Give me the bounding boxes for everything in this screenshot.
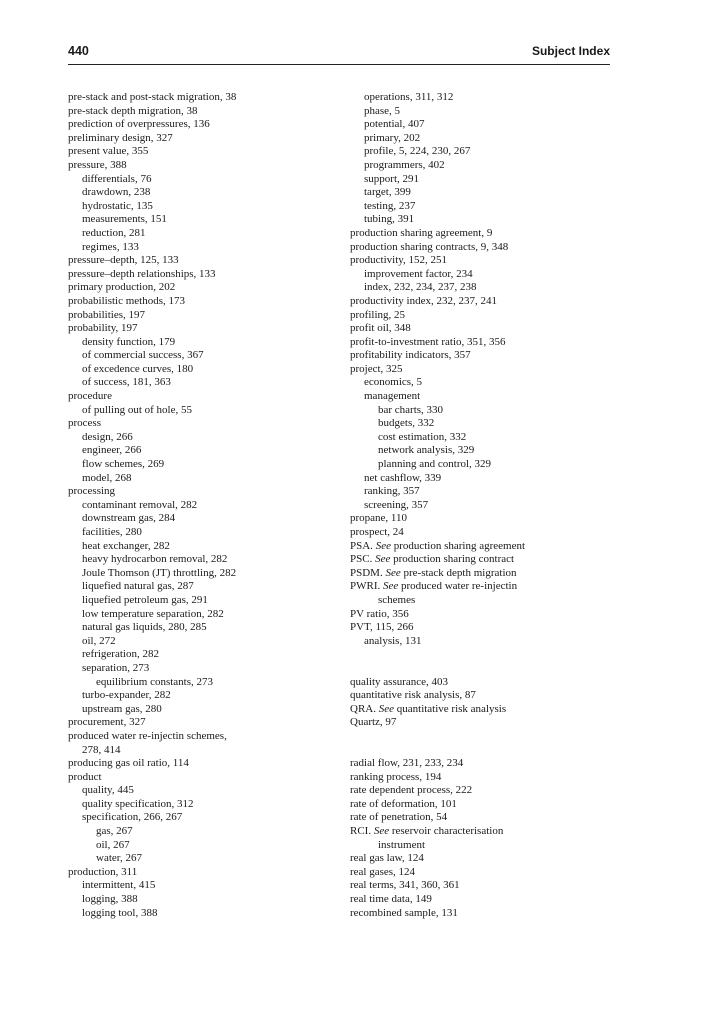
index-subentry: analysis, 131	[364, 634, 422, 647]
index-entry: profitability indicators, 357	[350, 349, 471, 362]
index-entry: procurement, 327	[68, 716, 146, 729]
index-entry: processing	[68, 485, 116, 498]
index-subentry: profile, 5, 224, 230, 267	[364, 145, 471, 158]
index-entry: present value, 355	[68, 145, 149, 158]
index-subentry: regimes, 133	[82, 240, 139, 253]
index-subentry: natural gas liquids, 280, 285	[82, 621, 207, 634]
index-subentry: heat exchanger, 282	[82, 539, 170, 552]
index-subentry: of excedence curves, 180	[82, 362, 194, 375]
index-entry	[350, 580, 620, 594]
index-subentry: equilibrium constants, 273	[96, 675, 214, 688]
index-abbreviation: RCI.	[350, 825, 374, 838]
header-rule	[68, 64, 610, 65]
index-entry: project, 325	[350, 362, 403, 375]
see-reference-label: See	[375, 539, 391, 552]
index-subentry: engineer, 266	[82, 444, 142, 457]
index-entry: primary production, 202	[68, 281, 176, 294]
index-entry: preliminary design, 327	[68, 131, 173, 144]
index-subentry: intermittent, 415	[82, 879, 156, 892]
index-entry: production, 311	[68, 865, 138, 878]
index-subentry: water, 267	[96, 852, 142, 865]
index-entry: profit oil, 348	[350, 322, 411, 335]
index-subentry: operations, 311, 312	[364, 91, 454, 103]
index-entry: prospect, 24	[350, 526, 404, 538]
index-entry: real time data, 149	[350, 893, 432, 906]
index-subentry: ranking, 357	[364, 485, 420, 498]
index-entry: production sharing agreement, 9	[350, 226, 493, 239]
index-entry: profiling, 25	[350, 308, 405, 321]
index-abbreviation: PSDM.	[350, 566, 386, 579]
see-reference-label: See	[373, 825, 390, 838]
index-entry	[350, 703, 620, 717]
see-reference-label: See	[375, 553, 391, 566]
index-entry: pressure–depth relationships, 133	[68, 267, 216, 280]
index-subentry: instrument	[378, 838, 426, 851]
index-subentry: of commercial success, 367	[82, 349, 204, 362]
index-entry: prediction of overpressures, 136	[68, 118, 210, 131]
index-abbreviation: QRA.	[350, 702, 379, 715]
index-entry: quantitative risk analysis, 87	[350, 689, 476, 702]
index-entry: productivity index, 232, 237, 241	[350, 294, 497, 307]
page-header	[68, 44, 610, 64]
index-subentry: Joule Thomson (JT) throttling, 282	[82, 566, 237, 579]
index-column-right	[350, 91, 620, 920]
index-subentry: of success, 181, 363	[82, 376, 171, 389]
see-reference-label: See	[378, 702, 394, 715]
index-entry: pre-stack depth migration, 38	[68, 104, 198, 117]
index-subentry: planning and control, 329	[378, 458, 492, 471]
index-subentry: specification, 266, 267	[82, 811, 183, 824]
index-subentry: heavy hydrocarbon removal, 282	[82, 553, 228, 566]
index-entry: Quartz, 97	[350, 716, 397, 729]
index-subentry: oil, 272	[82, 634, 116, 647]
index-entry: ranking process, 194	[350, 770, 442, 783]
index-entry	[350, 540, 620, 554]
index-entry: process	[68, 417, 101, 430]
index-entry: quality assurance, 403	[350, 675, 449, 688]
index-entry	[350, 567, 620, 581]
see-reference-label: See	[385, 566, 401, 579]
index-entry: real gas law, 124	[350, 852, 424, 865]
index-subentry: quality, 445	[82, 784, 134, 797]
index-entry: probabilities, 197	[68, 308, 145, 321]
index-entry: real gases, 124	[350, 865, 416, 878]
index-entry: real terms, 341, 360, 361	[350, 879, 460, 892]
index-subentry: turbo-expander, 282	[82, 689, 171, 702]
index-subentry: testing, 237	[364, 199, 416, 212]
see-reference-target: reservoir characterisation	[389, 825, 504, 838]
index-entry: productivity, 152, 251	[350, 254, 448, 267]
index-entry: procedure	[68, 390, 112, 403]
index-subentry: bar charts, 330	[378, 403, 444, 416]
letter-group-gap	[350, 648, 620, 675]
index-entry: probabilistic methods, 173	[68, 294, 186, 307]
index-entry: produced water re-injectin schemes,	[68, 729, 227, 742]
index-entry: pressure, 388	[68, 158, 127, 171]
index-subentry: model, 268	[82, 471, 132, 484]
index-entry	[350, 825, 620, 839]
index-subentry: phase, 5	[364, 104, 401, 117]
index-subentry: of pulling out of hole, 55	[82, 403, 192, 416]
index-abbreviation: PWRI.	[350, 580, 383, 593]
index-subentry: low temperature separation, 282	[82, 607, 224, 620]
index-subentry: reduction, 281	[82, 226, 146, 239]
index-subentry: index, 232, 234, 237, 238	[364, 281, 477, 294]
index-subentry: drawdown, 238	[82, 186, 151, 199]
index-subentry: upstream gas, 280	[82, 702, 162, 715]
index-subentry: design, 266	[82, 430, 133, 443]
index-subentry: net cashflow, 339	[364, 471, 442, 484]
index-subentry: logging, 388	[82, 893, 138, 906]
index-subentry: support, 291	[364, 172, 419, 185]
index-subentry: differentials, 76	[82, 172, 152, 185]
index-subentry: logging tool, 388	[82, 906, 158, 919]
index-entry: profit-to-investment ratio, 351, 356	[350, 335, 506, 348]
index-entry: propane, 110	[350, 512, 408, 525]
index-abbreviation: PSC.	[350, 553, 376, 566]
index-subentry: measurements, 151	[82, 213, 167, 226]
index-subentry: target, 399	[364, 186, 411, 199]
index-subentry: oil, 267	[96, 838, 130, 851]
index-subentry: facilities, 280	[82, 526, 142, 538]
index-entry: radial flow, 231, 233, 234	[350, 757, 464, 770]
index-entry: pre-stack and post-stack migration, 38	[68, 91, 237, 103]
index-subentry: schemes	[378, 593, 416, 606]
index-abbreviation: PSA.	[350, 539, 376, 552]
index-subentry: density function, 179	[82, 335, 176, 348]
index-subentry: flow schemes, 269	[82, 458, 165, 471]
see-reference-target: production sharing contract	[390, 553, 515, 566]
index-entry: rate of penetration, 54	[350, 811, 448, 824]
index-subentry: refrigeration, 282	[82, 648, 159, 661]
index-subentry: contaminant removal, 282	[82, 498, 198, 511]
index-subentry: potential, 407	[364, 118, 425, 131]
index-subentry: hydrostatic, 135	[82, 199, 153, 212]
index-subentry: screening, 357	[364, 498, 429, 511]
index-entry: pressure–depth, 125, 133	[68, 254, 179, 267]
index-subentry: management	[364, 390, 421, 403]
index-entry: rate dependent process, 222	[350, 784, 473, 797]
index-subentry: 278, 414	[82, 743, 121, 756]
index-subentry: gas, 267	[96, 825, 133, 838]
index-entry: recombined sample, 131	[350, 906, 458, 919]
index-subentry: liquefied natural gas, 287	[82, 580, 194, 593]
index-subentry: liquefied petroleum gas, 291	[82, 593, 208, 606]
index-subentry: network analysis, 329	[378, 444, 475, 457]
index-subentry: economics, 5	[364, 376, 423, 389]
page-number: 440	[68, 44, 89, 58]
letter-group-gap	[350, 730, 620, 757]
index-entry: rate of deformation, 101	[350, 797, 457, 810]
index-subentry: programmers, 402	[364, 158, 445, 171]
index-subentry: budgets, 332	[378, 417, 435, 430]
index-entry	[350, 553, 620, 567]
index-subentry: separation, 273	[82, 661, 150, 674]
see-reference-target: production sharing agreement	[390, 539, 526, 552]
index-entry: product	[68, 770, 102, 783]
index-entry: producing gas oil ratio, 114	[68, 757, 189, 770]
index-entry: PV ratio, 356	[350, 607, 409, 620]
index-entry: production sharing contracts, 9, 348	[350, 240, 509, 253]
index-entry: PVT, 115, 266	[350, 621, 414, 634]
see-reference-target: quantitative risk analysis	[394, 702, 507, 715]
index-entry: probability, 197	[68, 322, 138, 335]
index-subentry: quality specification, 312	[82, 797, 194, 810]
index-subentry: cost estimation, 332	[378, 430, 467, 443]
running-title: Subject Index	[531, 44, 610, 58]
index-subentry: improvement factor, 234	[364, 267, 473, 280]
index-column-left	[68, 91, 338, 920]
index-subentry: primary, 202	[364, 131, 421, 144]
index-subentry: downstream gas, 284	[82, 512, 176, 525]
see-reference-label: See	[383, 580, 399, 593]
see-reference-target: pre-stack depth migration	[400, 566, 517, 579]
see-reference-target: produced water re-injectin	[398, 580, 518, 593]
index-subentry: tubing, 391	[364, 213, 415, 226]
